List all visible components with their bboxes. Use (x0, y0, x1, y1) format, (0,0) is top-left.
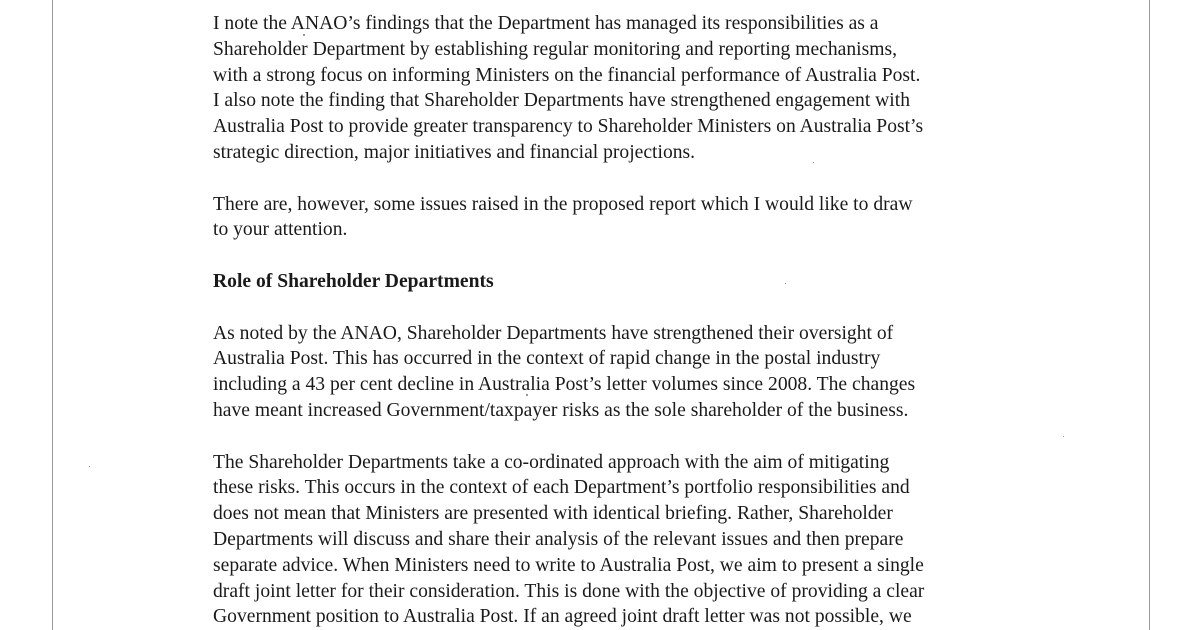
text-line: draft joint letter for their consideration. This is done with the objective of providing a clear (213, 580, 925, 602)
text-line: Government position to Australia Post. If an agreed joint draft letter was not possible, we (213, 606, 912, 628)
text-line: separate advice. When Ministers need to write to Australia Post, we aim to present a single (213, 554, 924, 576)
text-line: Departments will discuss and share their analysis of the relevant issues and then prepare (213, 528, 904, 550)
text-line: As noted by the ANAO, Shareholder Departments have strengthened their oversight of (213, 322, 894, 344)
section-heading: Role of Shareholder Departments (213, 270, 494, 292)
text-line: Australia Post. This has occurred in the context of rapid change in the postal industry (213, 348, 881, 370)
text-line: does not mean that Ministers are presented with identical briefing. Rather, Shareholder (213, 503, 893, 525)
text-line: including a 43 per cent decline in Australia Post’s letter volumes since 2008. The changes (213, 374, 916, 396)
paragraph-findings (213, 11, 1043, 166)
text-line: I also note the finding that Shareholder Departments have strengthened engagement with (213, 90, 910, 112)
text-line: There are, however, some issues raised in the proposed report which I would like to draw (213, 193, 913, 215)
text-line: strategic direction, major initiatives and financial projections. (213, 141, 696, 163)
text-line: to your attention. (213, 219, 348, 241)
text-line: Shareholder Department by establishing regular monitoring and reporting mechanisms, (213, 38, 897, 60)
paragraph-issues (213, 192, 1043, 244)
text-line: with a strong focus on informing Ministers on the financial performance of Australia Post. (213, 64, 921, 86)
text-line: The Shareholder Departments take a co-ordinated approach with the aim of mitigating (213, 451, 890, 473)
paragraph-oversight (213, 321, 1043, 424)
text-line: have meant increased Government/taxpayer risks as the sole shareholder of the business. (213, 399, 909, 421)
scan-speck (1063, 436, 1064, 437)
text-line: Australia Post to provide greater transparency to Shareholder Ministers on Australia Post’s (213, 116, 924, 138)
scan-speck (89, 466, 90, 467)
paragraph-coordination (213, 450, 1043, 630)
document-body (213, 11, 1043, 630)
text-line: I note the ANAO’s findings that the Department has managed its responsibilities as a (213, 13, 879, 34)
text-line: these risks. This occurs in the context of each Department’s portfolio responsibilities and (213, 477, 910, 499)
